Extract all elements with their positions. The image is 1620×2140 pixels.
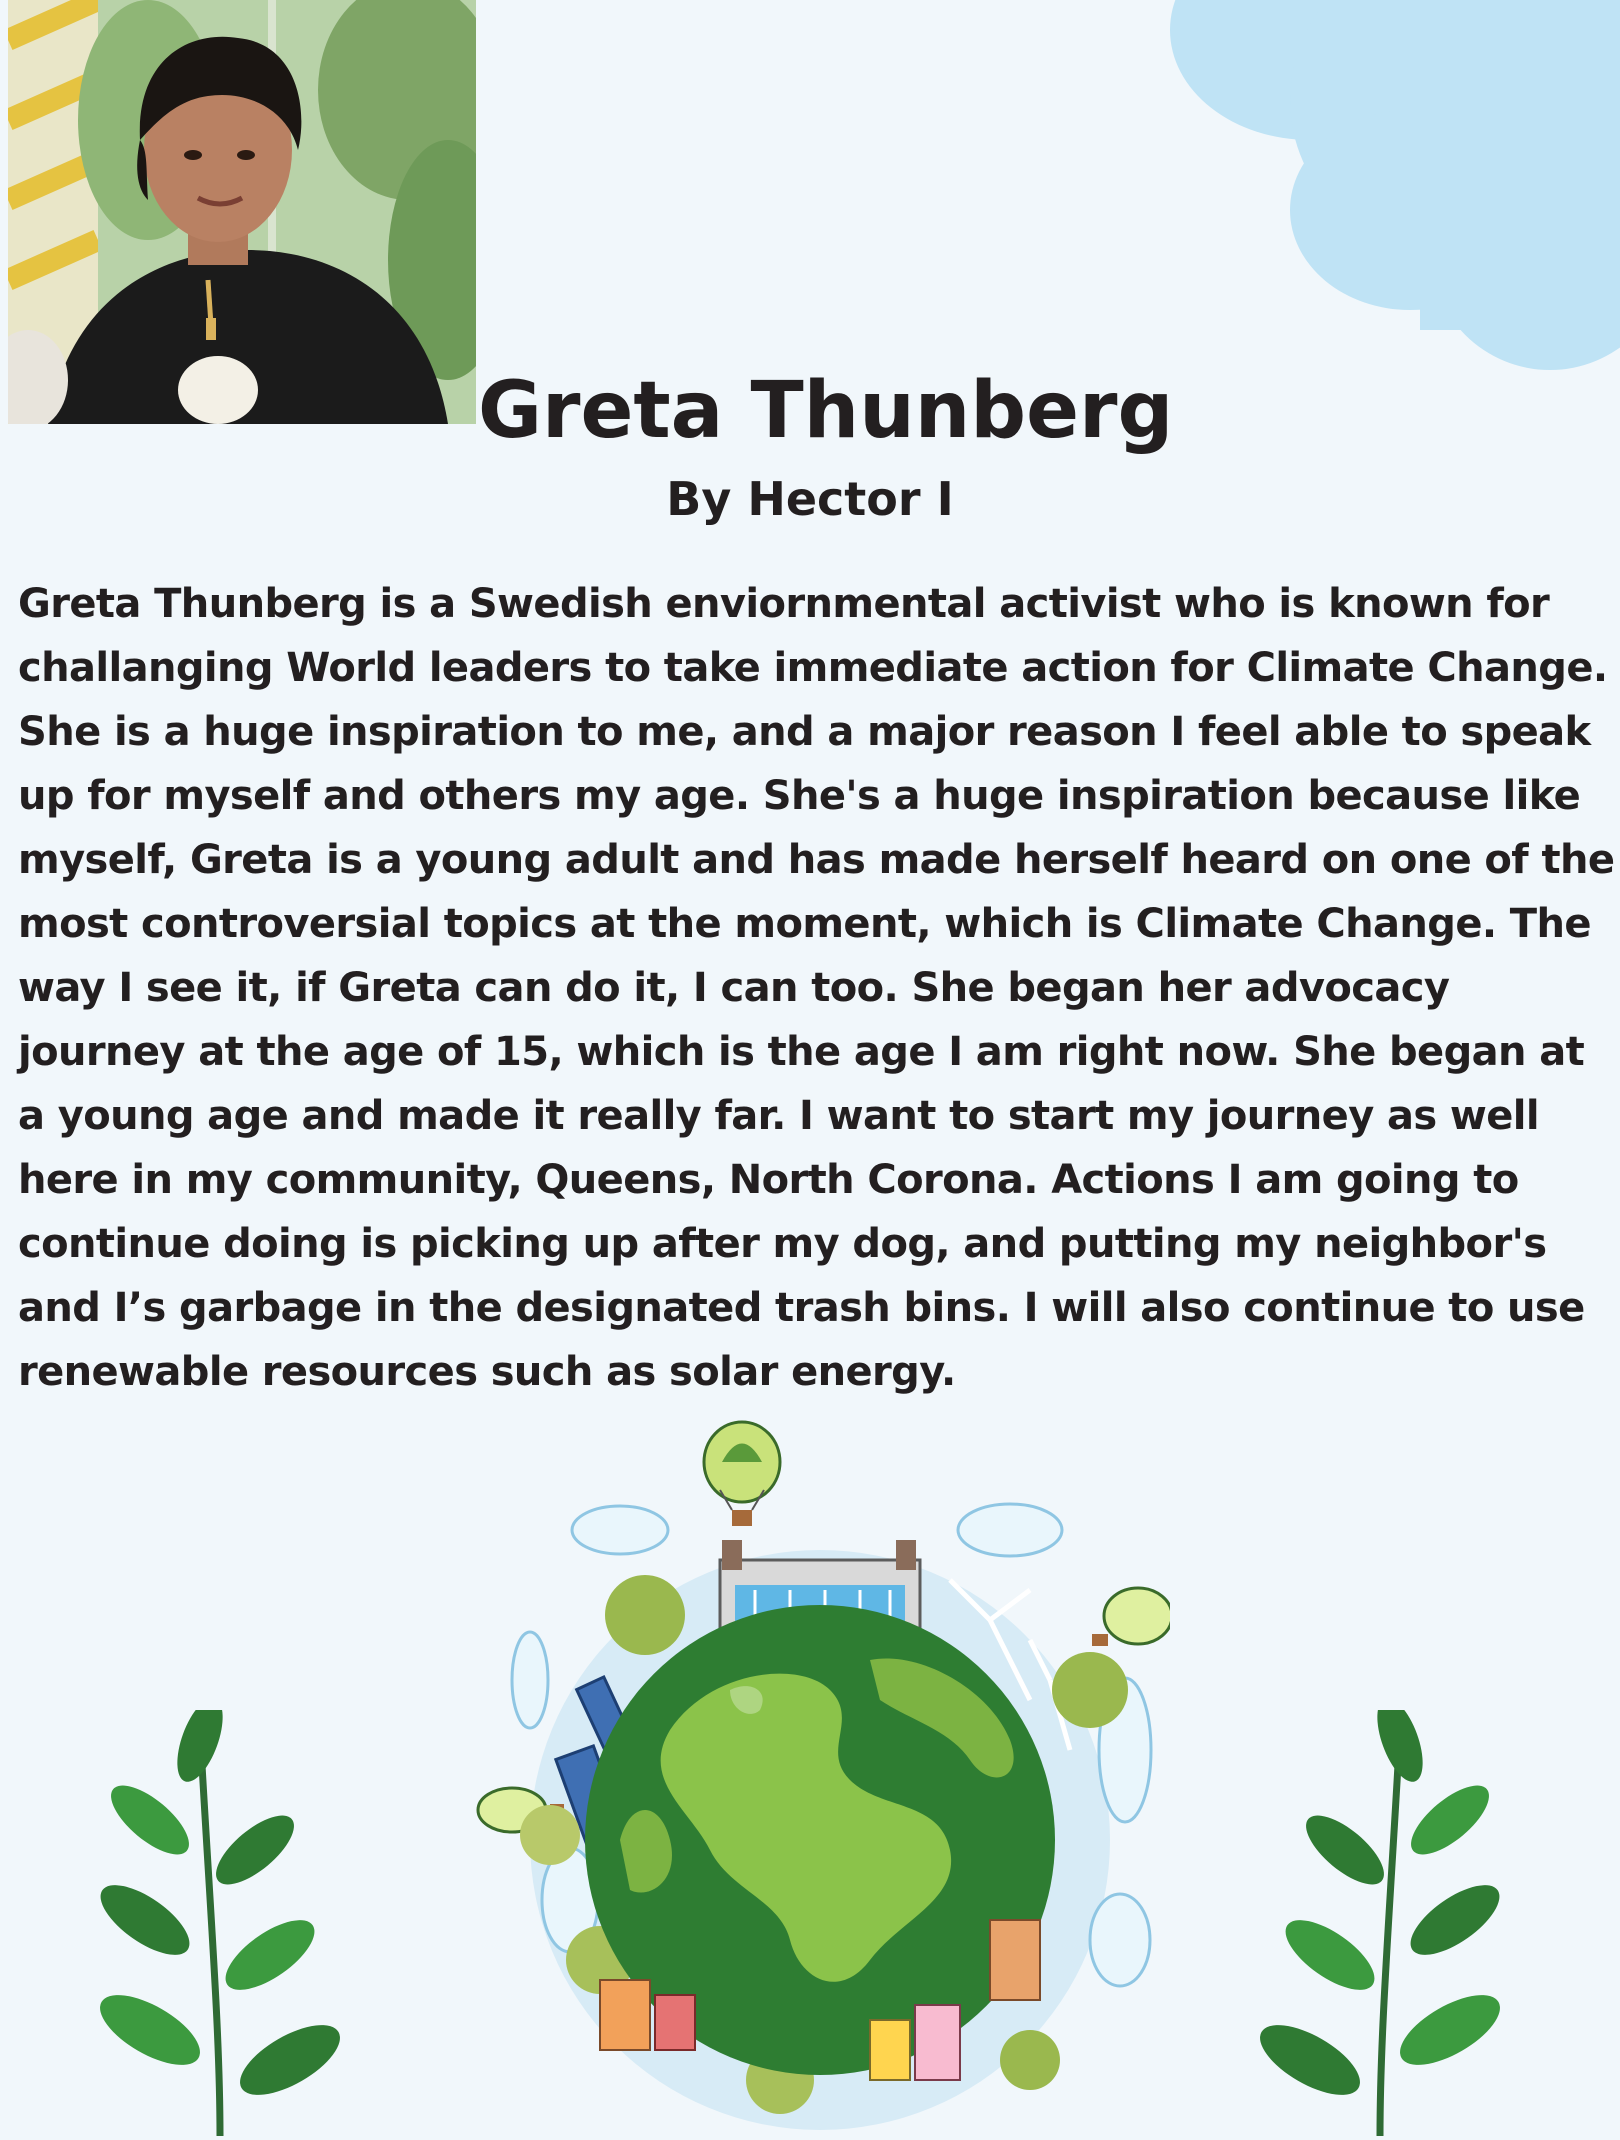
author-photo xyxy=(8,0,476,424)
plant-icon xyxy=(1210,1710,1540,2140)
hot-air-balloon-icon xyxy=(704,1422,780,1526)
author-byline: By Hector I xyxy=(666,472,954,526)
author-photo-image xyxy=(8,0,476,424)
article-body: Greta Thunberg is a Swedish enviornmental activist who is known for challanging World leaders to take immediate action for Climate Change. She is a huge inspiration to me, and a major reason I feel able to speak up for myself and others my age. She's a huge inspiration because like myself, Greta is a young adult and has made herself heard on one of the most controversial topics at the moment, which is Climate Change. The way I see it, if Greta can do it, I can too. She began her advocacy journey at the age of 15, which is the age I am right now. She began at a young age and made it really far. I want to start my journey as well here in my community, Queens, North Corona. Actions I am going to continue doing is picking up after my dog, and putting my neighbor's and I’s garbage in the designated trash bins. I will also continue to use renewable resources such as solar energy. xyxy=(18,581,1615,1395)
eco-earth-illustration xyxy=(470,1420,1170,2140)
page-title: Greta Thunberg xyxy=(478,366,1174,456)
plant-icon xyxy=(70,1710,400,2140)
plant-left-svg xyxy=(70,1710,400,2136)
cloud-icon xyxy=(1160,0,1620,384)
sky-cloud-shape xyxy=(1160,0,1620,380)
earth-svg xyxy=(470,1420,1170,2136)
plant-right-svg xyxy=(1210,1710,1540,2136)
